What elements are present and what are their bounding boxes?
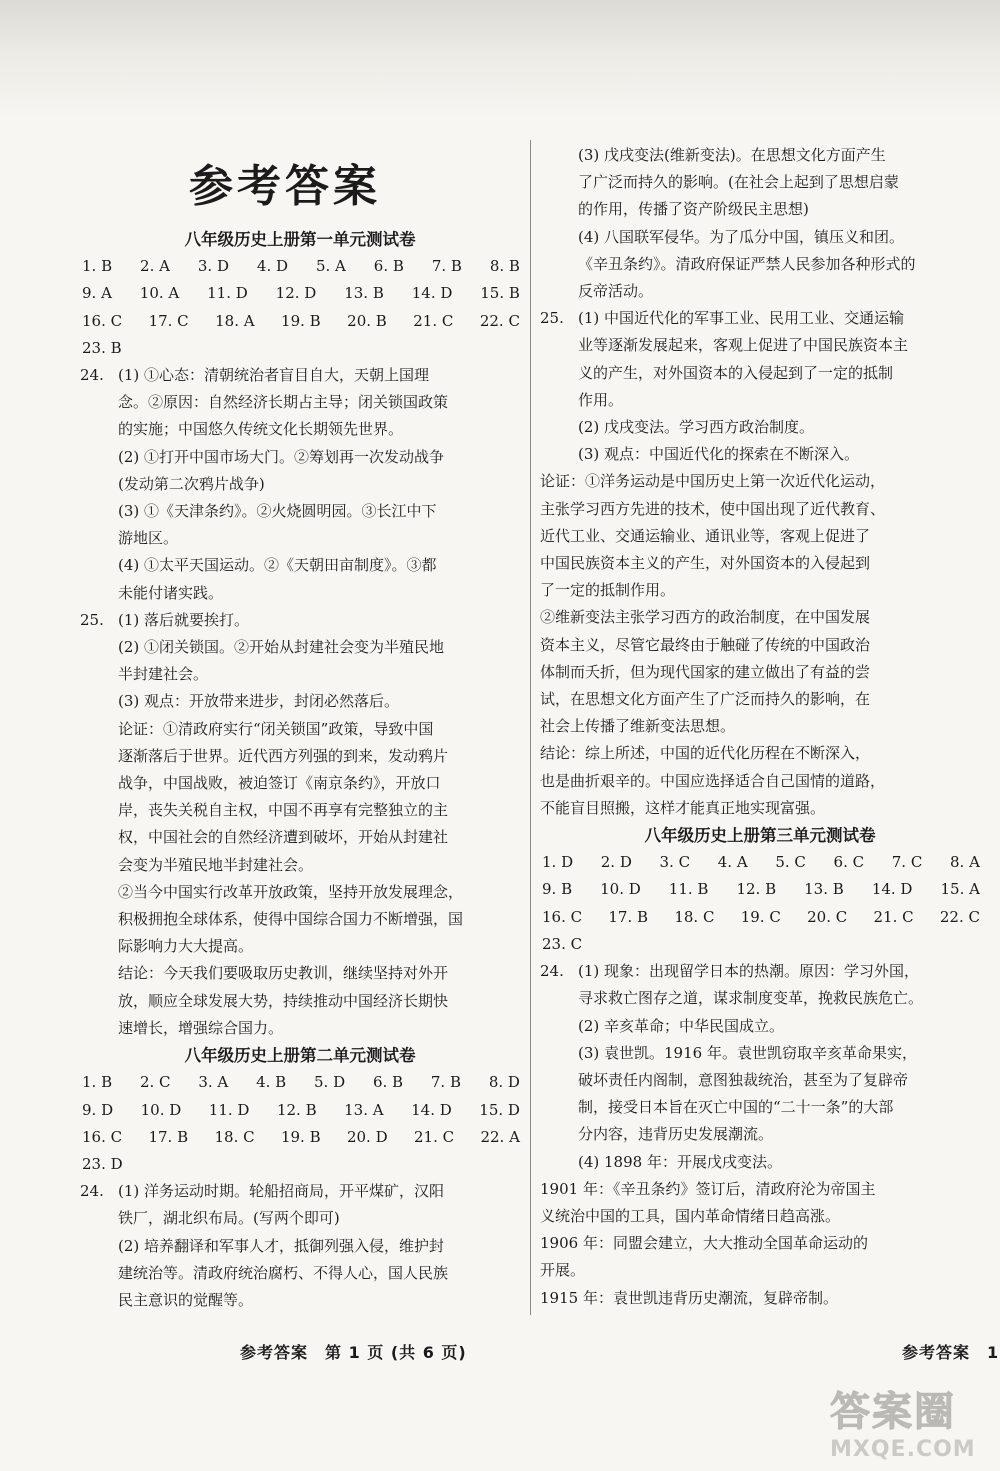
page-footer: 参考答案 第 1 页 (共 6 页): [240, 1343, 467, 1362]
answer-line: (2) ①打开中国市场大门。②筹划再一次发动战争: [118, 447, 445, 466]
answer-line: ②维新变法主张学习西方的政治制度，在中国发展: [540, 608, 871, 627]
answer-line: 体制而夭折，但为现代国家的建立做出了有益的尝: [540, 662, 871, 681]
unit2-q25: [540, 305, 980, 468]
mc-answer: 7. C: [891, 853, 923, 872]
mc-answer: 21. C: [413, 311, 454, 330]
answer-line: (2) 戊戌变法。学习西方政治制度。: [578, 418, 815, 437]
mc-answer: 21. C: [413, 1127, 455, 1146]
unit3-heading: 八年级历史上册第三单元测试卷: [644, 826, 876, 846]
unit2-heading: 八年级历史上册第二单元测试卷: [184, 1046, 416, 1066]
mc-answer: 15. D: [479, 1100, 520, 1119]
answer-line: (3) 观点：中国近代化的探索在不断深入。: [578, 445, 860, 464]
answer-line: (3) 观点：开放带来进步，封闭必然落后。: [118, 692, 400, 711]
answer-line: (1) 现象：出现留学日本的热潮。原因：学习外国，: [578, 962, 920, 981]
mc-answer: 22. C: [479, 311, 520, 330]
unit3-mc: [540, 849, 980, 958]
mc-answer: 17. B: [148, 1127, 189, 1146]
mc-answer: 13. B: [344, 284, 384, 303]
answer-line: 的实施；中国悠久传统文化长期领先世界。: [118, 420, 404, 439]
mc-answer: 12. B: [736, 880, 777, 899]
answer-line: 1901 年：《辛丑条约》签订后，清政府沦为帝国主: [540, 1179, 876, 1198]
right-column: [540, 142, 980, 1312]
answer-line: 也是曲折艰辛的。中国应选择适合自己国情的道路，: [540, 771, 886, 790]
watermark-url: MXQE.COM: [830, 1437, 976, 1462]
answer-line: (3) 戊戌变法(维新变法)。在思想文化方面产生: [578, 146, 886, 164]
question-number: 24.: [540, 962, 564, 981]
answer-body: [118, 607, 520, 1042]
watermark-text: 答案圈: [830, 1389, 956, 1435]
answer-line: 权，中国社会的自然经济遭到破坏，开始从封建社: [118, 828, 449, 847]
answer-line: 近代工业、交通运输业、通讯业等，客观上促进了: [540, 526, 871, 545]
answer-line: 结论：综上所述，中国的近代化历程在不断深入，: [540, 744, 871, 763]
answer-line: 岸，丧失关税自主权，中国不再享有完整独立的主: [118, 801, 449, 820]
mc-row: [540, 904, 980, 931]
mc-answer: 3. C: [659, 853, 691, 872]
mc-answer: 14. D: [871, 880, 913, 899]
mc-answer: 7. B: [430, 1073, 461, 1092]
answer-line: 念。②原因：自然经济长期占主导；闭关锁国政策: [118, 393, 449, 412]
answer-line: 放，顺应全球发展大势，持续推动中国经济长期快: [118, 991, 449, 1010]
mc-answer: 8. D: [488, 1073, 520, 1092]
answer-line: 主张学习西方先进的技术，使中国出现了近代教育、: [540, 499, 886, 518]
answer-line: (1) 洋务运动时期。轮船招商局，开平煤矿，汉阳: [118, 1182, 445, 1201]
answer-line: 分内容，违背历史发展潮流。: [578, 1125, 774, 1144]
mc-answer: 8. B: [489, 257, 520, 276]
mc-row: [80, 280, 520, 307]
mc-answer: 11. B: [668, 880, 709, 899]
answer-line: (1) 落后就要挨打。: [118, 610, 250, 629]
unit3-q24: [540, 958, 980, 1176]
mc-answer: 5. D: [314, 1073, 346, 1092]
mc-answer: 4. A: [717, 853, 748, 872]
answer-line: 开展。: [540, 1261, 586, 1280]
answer-line: 民主意识的觉醒等。: [118, 1290, 254, 1309]
mc-answer: 17. B: [608, 907, 649, 926]
mc-answer: 17. C: [148, 311, 189, 330]
answer-line: 寻求救亡图存之道，谋求制度变革，挽救民族危亡。: [578, 989, 924, 1008]
mc-answer: 16. C: [542, 907, 583, 926]
answer-line: 业等逐渐发展起来，客观上促进了中国民族资本主: [578, 336, 909, 355]
answer-line: (2) 辛亥革命；中华民国成立。: [578, 1016, 785, 1035]
mc-answer: 18. C: [214, 1127, 255, 1146]
answer-line: (4) ①太平天国运动。②《天朝田亩制度》。③都: [118, 556, 437, 575]
mc-answer: 18. C: [674, 907, 715, 926]
answer-line: 制，接受日本旨在灭亡中国的“二十一条”的大部: [578, 1098, 894, 1117]
mc-answer: 9. A: [82, 284, 112, 303]
mc-answer: 2. D: [600, 853, 632, 872]
answer-line: (4) 八国联军侵华。为了瓜分中国，镇压义和团。: [578, 227, 905, 246]
mc-row: [80, 1124, 520, 1151]
answer-line: 会变为半殖民地半封建社会。: [118, 855, 314, 874]
answer-line: (1) ①心态：清朝统治者盲目自大，天朝上国理: [118, 366, 430, 385]
mc-answer: 12. D: [275, 284, 317, 303]
answer-line: 结论：今天我们要吸取历史教训，继续坚持对外开: [118, 964, 449, 983]
answer-line: 际影响力大大提高。: [118, 937, 254, 956]
mc-answer: 5. C: [775, 853, 806, 872]
answer-line: 作用。: [578, 390, 624, 409]
mc-answer: 7. B: [431, 257, 462, 276]
mc-answer: 6. B: [373, 257, 404, 276]
mc-answer: 8. A: [949, 853, 980, 872]
answer-line: (3) ①《天津条约》。②火烧圆明园。③长江中下: [118, 502, 437, 521]
answer-line: (2) ①闭关锁国。②开始从封建社会变为半殖民地: [118, 638, 445, 657]
answer-line: (1) 中国近代化的军事工业、民用工业、交通运输: [578, 309, 905, 328]
answer-line: 《辛丑条约》。清政府保证严禁人民参加各种形式的: [578, 254, 916, 273]
answer-body: [578, 958, 980, 1176]
answer-line: 战争，中国战败，被迫签订《南京条约》，开放口: [118, 774, 441, 793]
mc-answer: 14. D: [411, 284, 453, 303]
answer-line: 未能付诸实践。: [118, 583, 224, 602]
mc-answer: 9. B: [542, 880, 573, 899]
mc-answer: 1. B: [82, 1073, 113, 1092]
mc-answer: 11. D: [208, 1100, 250, 1119]
unit2-q24: [80, 1178, 520, 1314]
answer-line: 反帝活动。: [578, 282, 654, 301]
question-number: 25.: [80, 610, 104, 629]
page-title: 参考答案: [189, 161, 381, 212]
answer-line: (2) 培养翻译和军事人才，抵御列强入侵，维护封: [118, 1236, 445, 1255]
mc-answer: 6. C: [833, 853, 865, 872]
answer-body: [578, 305, 980, 468]
mc-answer: 3. A: [198, 1073, 229, 1092]
answer-line: 试，在思想文化方面产生了广泛而持久的影响，在: [540, 690, 871, 709]
mc-row: 23. C: [542, 934, 583, 953]
mc-row: [540, 876, 980, 903]
answer-line: 游地区。: [118, 529, 179, 548]
page-footer-next: 参考答案 1: [902, 1343, 1000, 1362]
mc-answer: 20. D: [346, 1127, 388, 1146]
mc-answer: 14. D: [411, 1100, 452, 1119]
mc-answer: 20. C: [807, 907, 848, 926]
mc-row: [80, 1069, 520, 1096]
mc-answer: 21. C: [873, 907, 914, 926]
mc-answer: 15. A: [940, 880, 980, 899]
answer-line: 铁厂，湖北织布局。(写两个即可): [118, 1209, 340, 1228]
answer-line: 了广泛而持久的影响。(在社会上起到了思想启蒙: [578, 173, 899, 192]
answer-line: 了一定的抵制作用。: [540, 581, 676, 600]
mc-row: [80, 308, 520, 335]
mc-answer: 13. B: [804, 880, 844, 899]
answer-line: 社会上传播了维新变法思想。: [540, 717, 736, 736]
mc-row: [540, 849, 980, 876]
mc-answer: 6. B: [372, 1073, 404, 1092]
answer-line: 1915 年：袁世凯违背历史潮流，复辟帝制。: [540, 1288, 838, 1307]
scan-shadow: [0, 0, 1000, 120]
mc-answer: 10. D: [600, 880, 641, 899]
mc-answer: 2. C: [139, 1073, 171, 1092]
watermark-logo: [830, 1380, 990, 1465]
answer-line: (4) 1898 年：开展戊戌变法。: [578, 1152, 782, 1171]
unit1-q24: [80, 362, 520, 607]
answer-body: [118, 362, 520, 607]
answer-line: 半封建社会。: [118, 665, 209, 684]
column-divider: [530, 140, 531, 1315]
mc-answer: 19. C: [740, 907, 781, 926]
mc-row: 23. D: [82, 1154, 123, 1173]
mc-answer: 22. A: [480, 1127, 520, 1146]
answer-line: 论证：①清政府实行“闭关锁国”政策，导致中国: [118, 719, 434, 738]
question-number: 24.: [80, 366, 104, 385]
answer-line: ②当今中国实行改革开放政策，坚持开放发展理念，: [118, 882, 464, 901]
unit1-heading: 八年级历史上册第一单元测试卷: [184, 230, 416, 249]
answer-line: 破坏责任内阁制，意图独裁统治，甚至为了复辟帝: [578, 1070, 909, 1089]
mc-row: [80, 253, 520, 280]
mc-row: [80, 1097, 520, 1124]
mc-answer: 3. D: [197, 257, 229, 276]
answer-line: 1906 年：同盟会建立，大大推动全国革命运动的: [540, 1234, 868, 1253]
mc-answer: 16. C: [82, 311, 123, 330]
mc-answer: 12. B: [276, 1100, 317, 1119]
left-column: [80, 226, 520, 1314]
answer-line: 积极拥抱全球体系，使得中国综合国力不断增强，国: [118, 910, 464, 929]
mc-answer: 13. A: [344, 1100, 384, 1119]
mc-answer: 1. B: [82, 257, 113, 276]
question-number: 24.: [80, 1182, 104, 1201]
mc-answer: 16. C: [82, 1127, 123, 1146]
answer-line: 资本主义，尽管它最终由于触碰了传统的中国政治: [540, 635, 871, 654]
answer-line: 论证：①洋务运动是中国历史上第一次近代化运动，: [540, 472, 886, 491]
answer-line: 速增长，增强综合国力。: [118, 1018, 284, 1037]
mc-answer: 22. C: [939, 907, 980, 926]
answer-line: 的作用，传播了资产阶级民主思想): [578, 200, 809, 219]
mc-answer: 10. D: [140, 1100, 182, 1119]
unit1-q25: [80, 607, 520, 1042]
unit2-mc: [80, 1069, 520, 1178]
mc-answer: 15. B: [480, 284, 520, 303]
answer-line: 不能盲目照搬，这样才能真正地实现富强。: [540, 798, 826, 817]
answer-line: 逐渐落后于世界。近代西方列强的到来，发动鸦片: [118, 746, 449, 765]
mc-answer: 20. B: [347, 311, 387, 330]
mc-answer: 19. B: [281, 311, 321, 330]
answer-line: (3) 袁世凯。1916 年。袁世凯窃取辛亥革命果实，: [578, 1043, 917, 1062]
mc-answer: 5. A: [315, 257, 346, 276]
mc-row: 23. B: [82, 338, 122, 357]
mc-answer: 4. D: [256, 257, 289, 276]
unit1-mc: [80, 253, 520, 362]
mc-answer: 4. B: [256, 1073, 287, 1092]
mc-answer: 9. D: [82, 1100, 114, 1119]
question-number: 25.: [540, 309, 564, 328]
mc-answer: 2. A: [140, 257, 170, 276]
mc-answer: 10. A: [139, 284, 180, 303]
mc-answer: 18. A: [215, 311, 255, 330]
answer-line: 义统治中国的工具，国内革命情绪日趋高涨。: [540, 1206, 841, 1225]
answer-line: 中国民族资本主义的产生，对外国资本的入侵起到: [540, 554, 871, 573]
answer-line: 义的产生，对外国资本的入侵起到了一定的抵制: [578, 363, 894, 382]
mc-answer: 1. D: [542, 853, 574, 872]
answer-body: [118, 1178, 520, 1314]
mc-answer: 19. B: [280, 1127, 321, 1146]
answer-line: (发动第二次鸦片战争): [118, 474, 265, 493]
mc-answer: 11. D: [207, 284, 248, 303]
answer-line: 建统治等。清政府统治腐朽、不得人心，国人民族: [118, 1263, 449, 1282]
